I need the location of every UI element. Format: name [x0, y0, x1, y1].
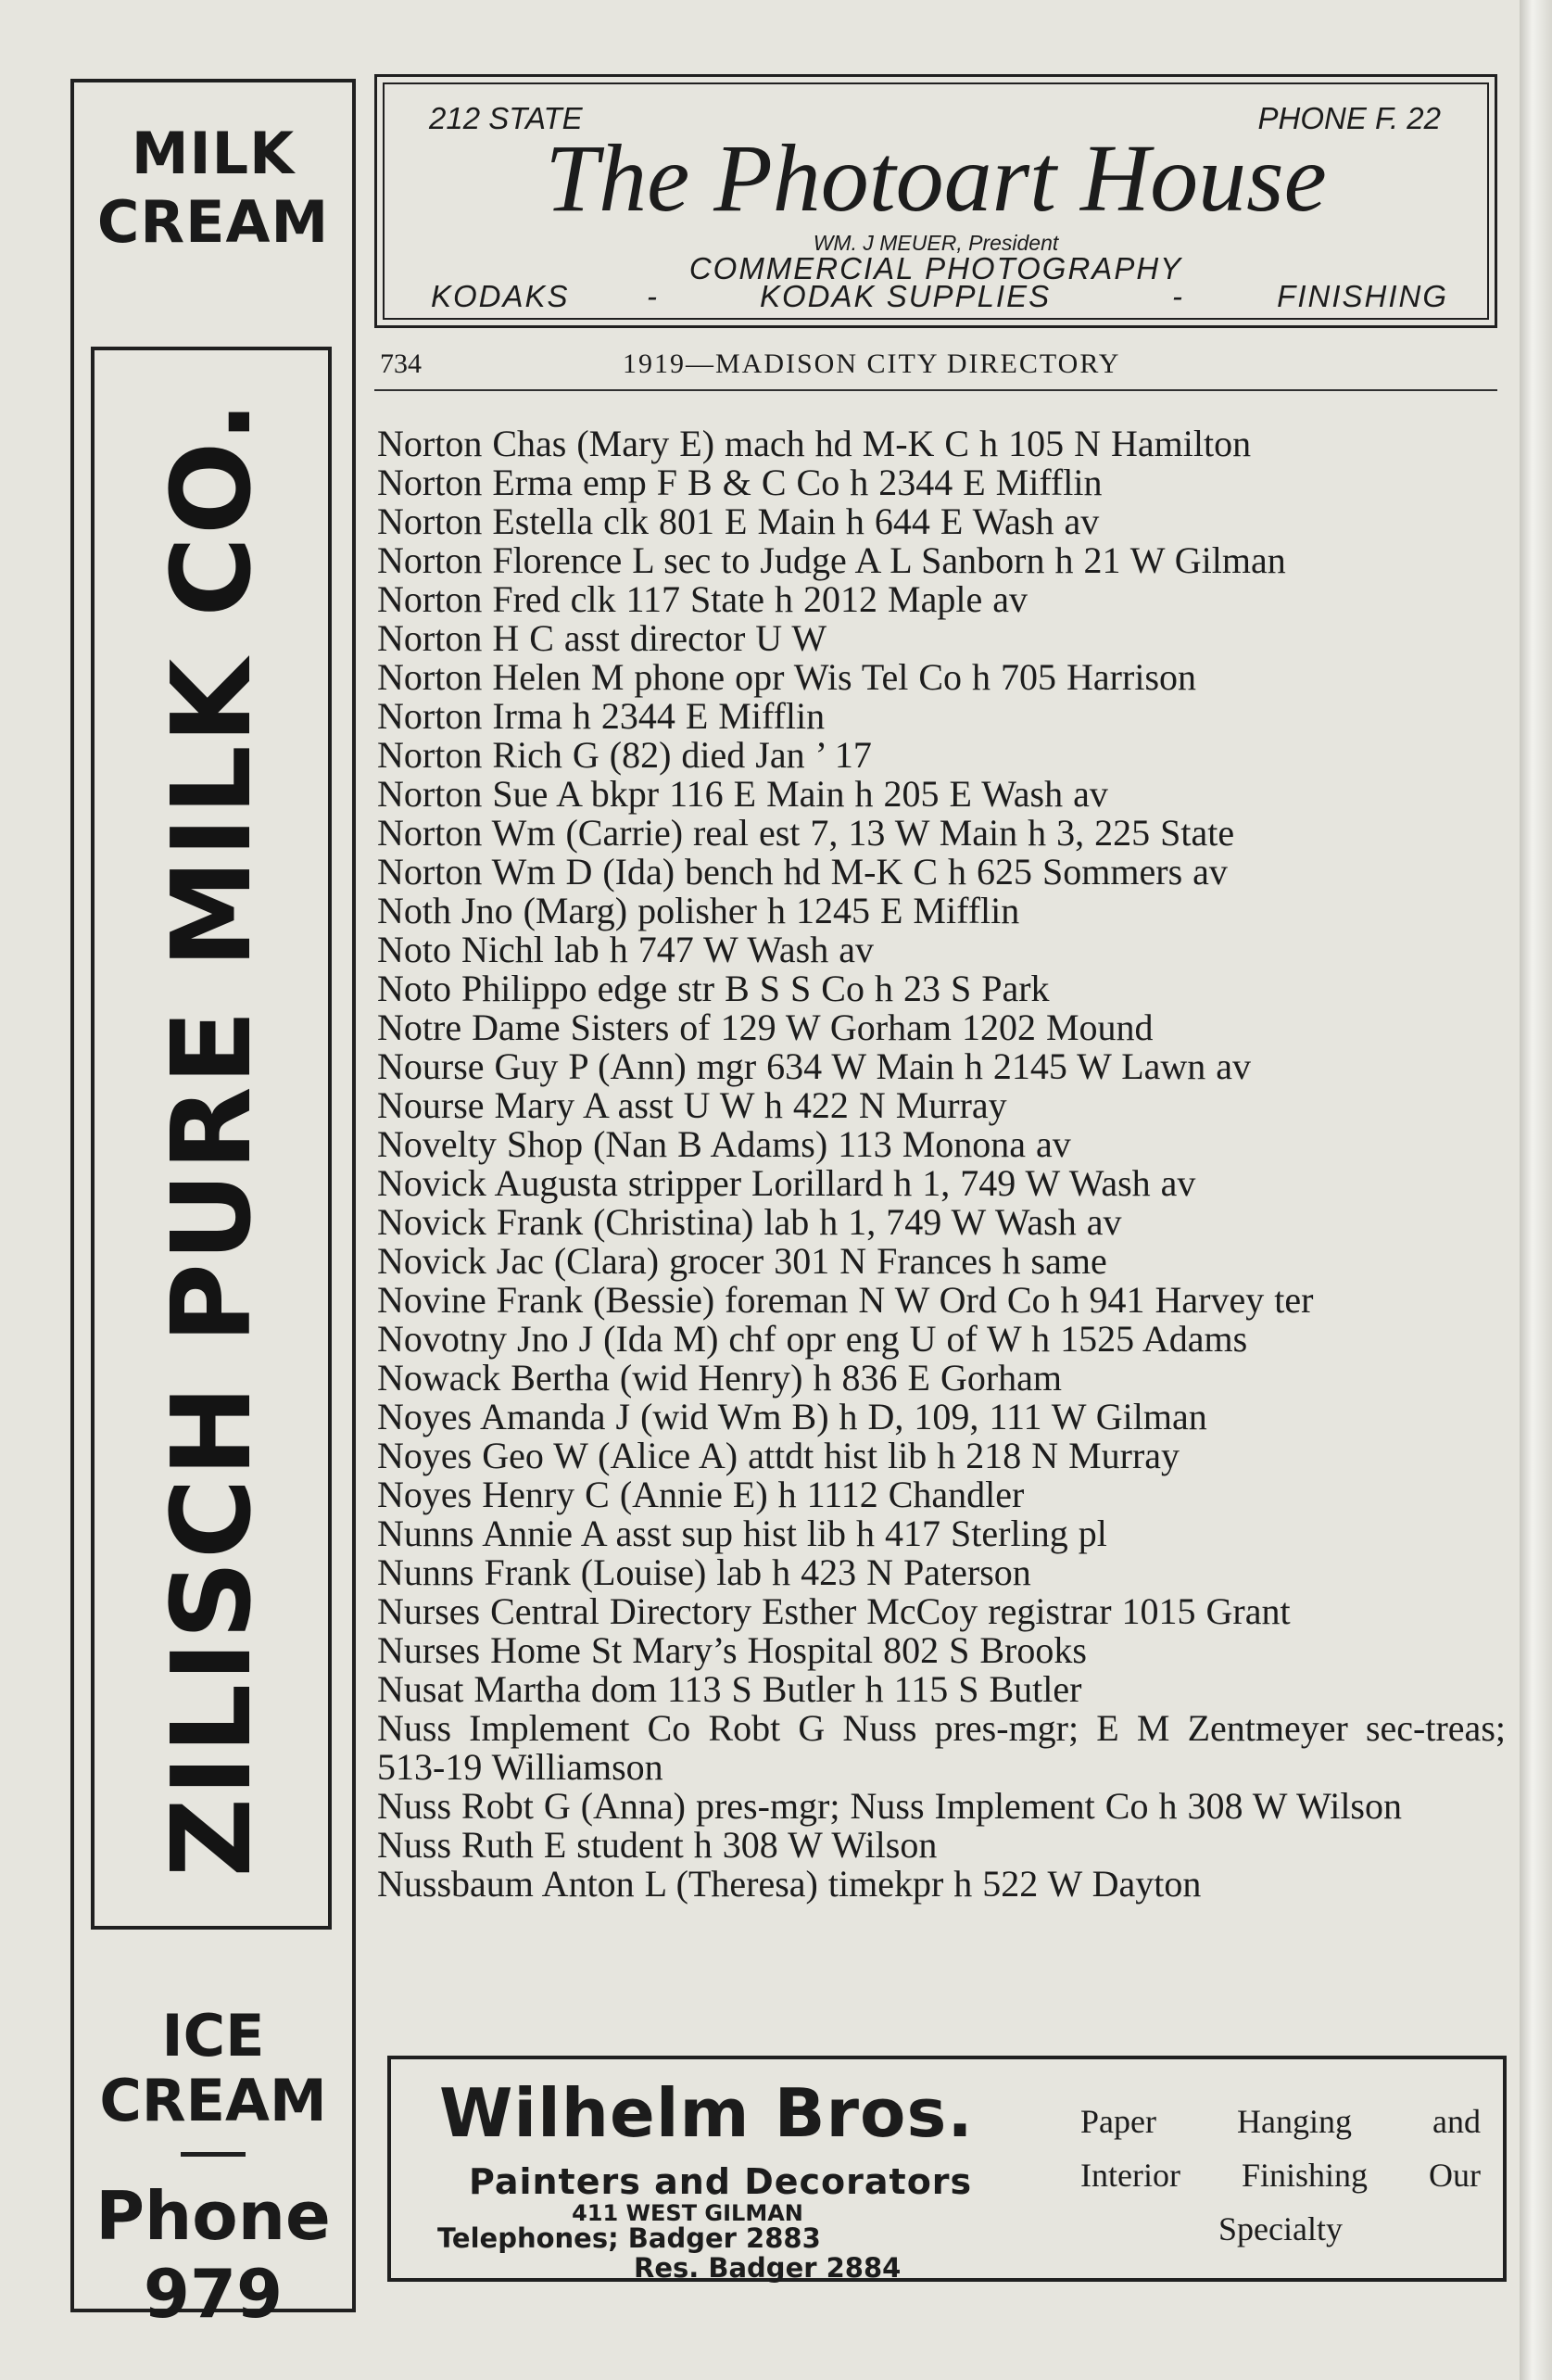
photoart-title: The Photoart House	[545, 125, 1327, 232]
wilhelm-address: 411 WEST GILMAN	[572, 2200, 803, 2226]
directory-entry: Novine Frank (Bessie) foreman N W Ord Co h 941 Harvey ter	[377, 1279, 1314, 1321]
photoart-phone: PHONE F. 22	[1257, 101, 1441, 135]
directory-entry: Norton Wm (Carrie) real est 7, 13 W Main h 3, 225 State	[377, 812, 1235, 854]
directory-entry: Noto Nichl lab h 747 W Wash av	[377, 929, 874, 970]
photoart-house-advertisement	[374, 74, 1497, 328]
photoart-inner-border	[383, 82, 1489, 320]
directory-entry: Nusat Martha dom 113 S Butler h 115 S Butler	[377, 1668, 1082, 1710]
directory-entry: Nourse Guy P (Ann) mgr 634 W Main h 2145 W Lawn av	[377, 1045, 1252, 1087]
wilhelm-specialty-line-3: Specialty	[1218, 2210, 1343, 2247]
directory-entry: Noyes Geo W (Alice A) attdt hist lib h 218 N Murray	[377, 1435, 1180, 1476]
directory-entry: Norton Chas (Mary E) mach hd M-K C h 105 N Hamilton	[377, 423, 1252, 464]
milk-co-advertisement	[70, 79, 356, 2333]
photoart-finishing: FINISHING	[1277, 279, 1448, 313]
photoart-dash-2: -	[1172, 279, 1184, 313]
side-ad-ice: ICE	[161, 2002, 265, 2070]
directory-entry: Norton Florence L sec to Judge A L Sanborn h 21 W Gilman	[377, 539, 1286, 581]
wilhelm-specialty-line-1: Paper Hanging and	[1080, 2103, 1481, 2140]
photoart-commercial: COMMERCIAL PHOTOGRAPHY	[688, 251, 1183, 285]
directory-entry: Norton Erma emp F B & C Co h 2344 E Mifflin	[377, 462, 1103, 503]
directory-entry: Noto Philippo edge str B S S Co h 23 S Park	[377, 968, 1050, 1009]
directory-entry: Norton Irma h 2344 E Mifflin	[377, 695, 826, 737]
side-ad-milk: MILK	[131, 120, 296, 187]
wilhelm-specialty	[1080, 2095, 1481, 2256]
directory-entry: Nurses Central Directory Esther McCoy registrar 1015 Grant	[377, 1590, 1291, 1632]
directory-entry: Nunns Frank (Louise) lab h 423 N Paterson	[377, 1551, 1031, 1593]
directory-entry: Norton Rich G (82) died Jan ’ 17	[377, 734, 872, 776]
directory-entry: Novelty Shop (Nan B Adams) 113 Monona av	[377, 1123, 1071, 1165]
directory-entry: Nuss Implement Co Robt G Nuss pres-mgr; E M Zentmeyer sec-treas; 513-19 Williamson	[377, 1707, 1506, 1788]
directory-entry: Nowack Bertha (wid Henry) h 836 E Gorham	[377, 1357, 1063, 1399]
side-ad-company-name: ZILISCH PURE MILK CO.	[147, 399, 275, 1878]
side-ad-cream: CREAM	[96, 188, 330, 256]
directory-entry: Nuss Robt G (Anna) pres-mgr; Nuss Implement Co h 308 W Wilson	[377, 1785, 1402, 1827]
directory-entry: Nunns Annie A asst sup hist lib h 417 Sterling pl	[377, 1513, 1107, 1554]
wilhelm-telephones: Telephones; Badger 2883	[437, 2222, 821, 2254]
wilhelm-name: Wilhelm Bros.	[439, 2074, 974, 2152]
directory-entry: Nurses Home St Mary’s Hospital 802 S Brooks	[377, 1629, 1087, 1671]
directory-entry: Norton Fred clk 117 State h 2012 Maple av	[377, 578, 1028, 620]
directory-entry: Nourse Mary A asst U W h 422 N Murray	[377, 1084, 1007, 1126]
wilhelm-specialty-line-2: Interior Finishing Our	[1080, 2157, 1481, 2194]
directory-entry: Novotny Jno J (Ida M) chf opr eng U of W h 1525 Adams	[377, 1318, 1248, 1360]
page-number: 734	[380, 348, 422, 379]
side-ad-phone-number: 979	[143, 2255, 284, 2333]
directory-entry: Novick Augusta stripper Lorillard h 1, 749 W Wash av	[377, 1162, 1196, 1204]
directory-entry: Norton Estella clk 801 E Main h 644 E Wash av	[377, 500, 1100, 542]
side-ad-top-text	[74, 120, 352, 257]
page-edge	[1520, 0, 1552, 2380]
directory-entry: Nuss Ruth E student h 308 W Wilson	[377, 1824, 938, 1866]
photoart-kodaks: KODAKS	[431, 279, 570, 313]
directory-entry: Noyes Henry C (Annie E) h 1112 Chandler	[377, 1474, 1025, 1515]
side-ad-divider	[181, 2152, 246, 2157]
wilhelm-residence-phone: Res. Badger 2884	[634, 2252, 902, 2284]
directory-entry: Notre Dame Sisters of 129 W Gorham 1202 Mound	[377, 1006, 1154, 1048]
directory-title: 1919—MADISON CITY DIRECTORY	[623, 348, 1121, 379]
photoart-kodak-supplies: KODAK SUPPLIES	[760, 279, 1052, 313]
wilhelm-bros-advertisement	[387, 2056, 1507, 2282]
side-ad-phone-label: Phone	[95, 2177, 331, 2255]
directory-entry: Noyes Amanda J (wid Wm B) h D, 109, 111 W Gilman	[377, 1396, 1207, 1437]
photoart-dash-1: -	[647, 279, 659, 313]
photoart-address: 212 STATE	[429, 101, 583, 135]
wilhelm-subtitle: Painters and Decorators	[469, 2161, 973, 2202]
photoart-president: WM. J MEUER, President	[813, 231, 1059, 255]
directory-entry: Novick Frank (Christina) lab h 1, 749 W Wash av	[377, 1201, 1122, 1243]
side-ad-vertical-band	[91, 347, 332, 1930]
side-ad-bottom-text	[74, 1922, 352, 2333]
directory-entry: Norton H C asst director U W	[377, 617, 827, 659]
directory-entry: Nussbaum Anton L (Theresa) timekpr h 522 W Dayton	[377, 1863, 1202, 1905]
directory-entry: Norton Helen M phone opr Wis Tel Co h 705 Harrison	[377, 656, 1197, 698]
directory-entry: Novick Jac (Clara) grocer 301 N Frances h same	[377, 1240, 1107, 1282]
directory-entries	[377, 424, 1506, 1904]
directory-entry: Noth Jno (Marg) polisher h 1245 E Mifflin	[377, 890, 1020, 931]
side-ad-ice-cream: CREAM	[99, 2067, 327, 2134]
directory-entry: Norton Wm D (Ida) bench hd M-K C h 625 Sommers av	[377, 851, 1228, 892]
directory-entry: Norton Sue A bkpr 116 E Main h 205 E Wash av	[377, 773, 1108, 815]
running-head	[374, 341, 1497, 391]
